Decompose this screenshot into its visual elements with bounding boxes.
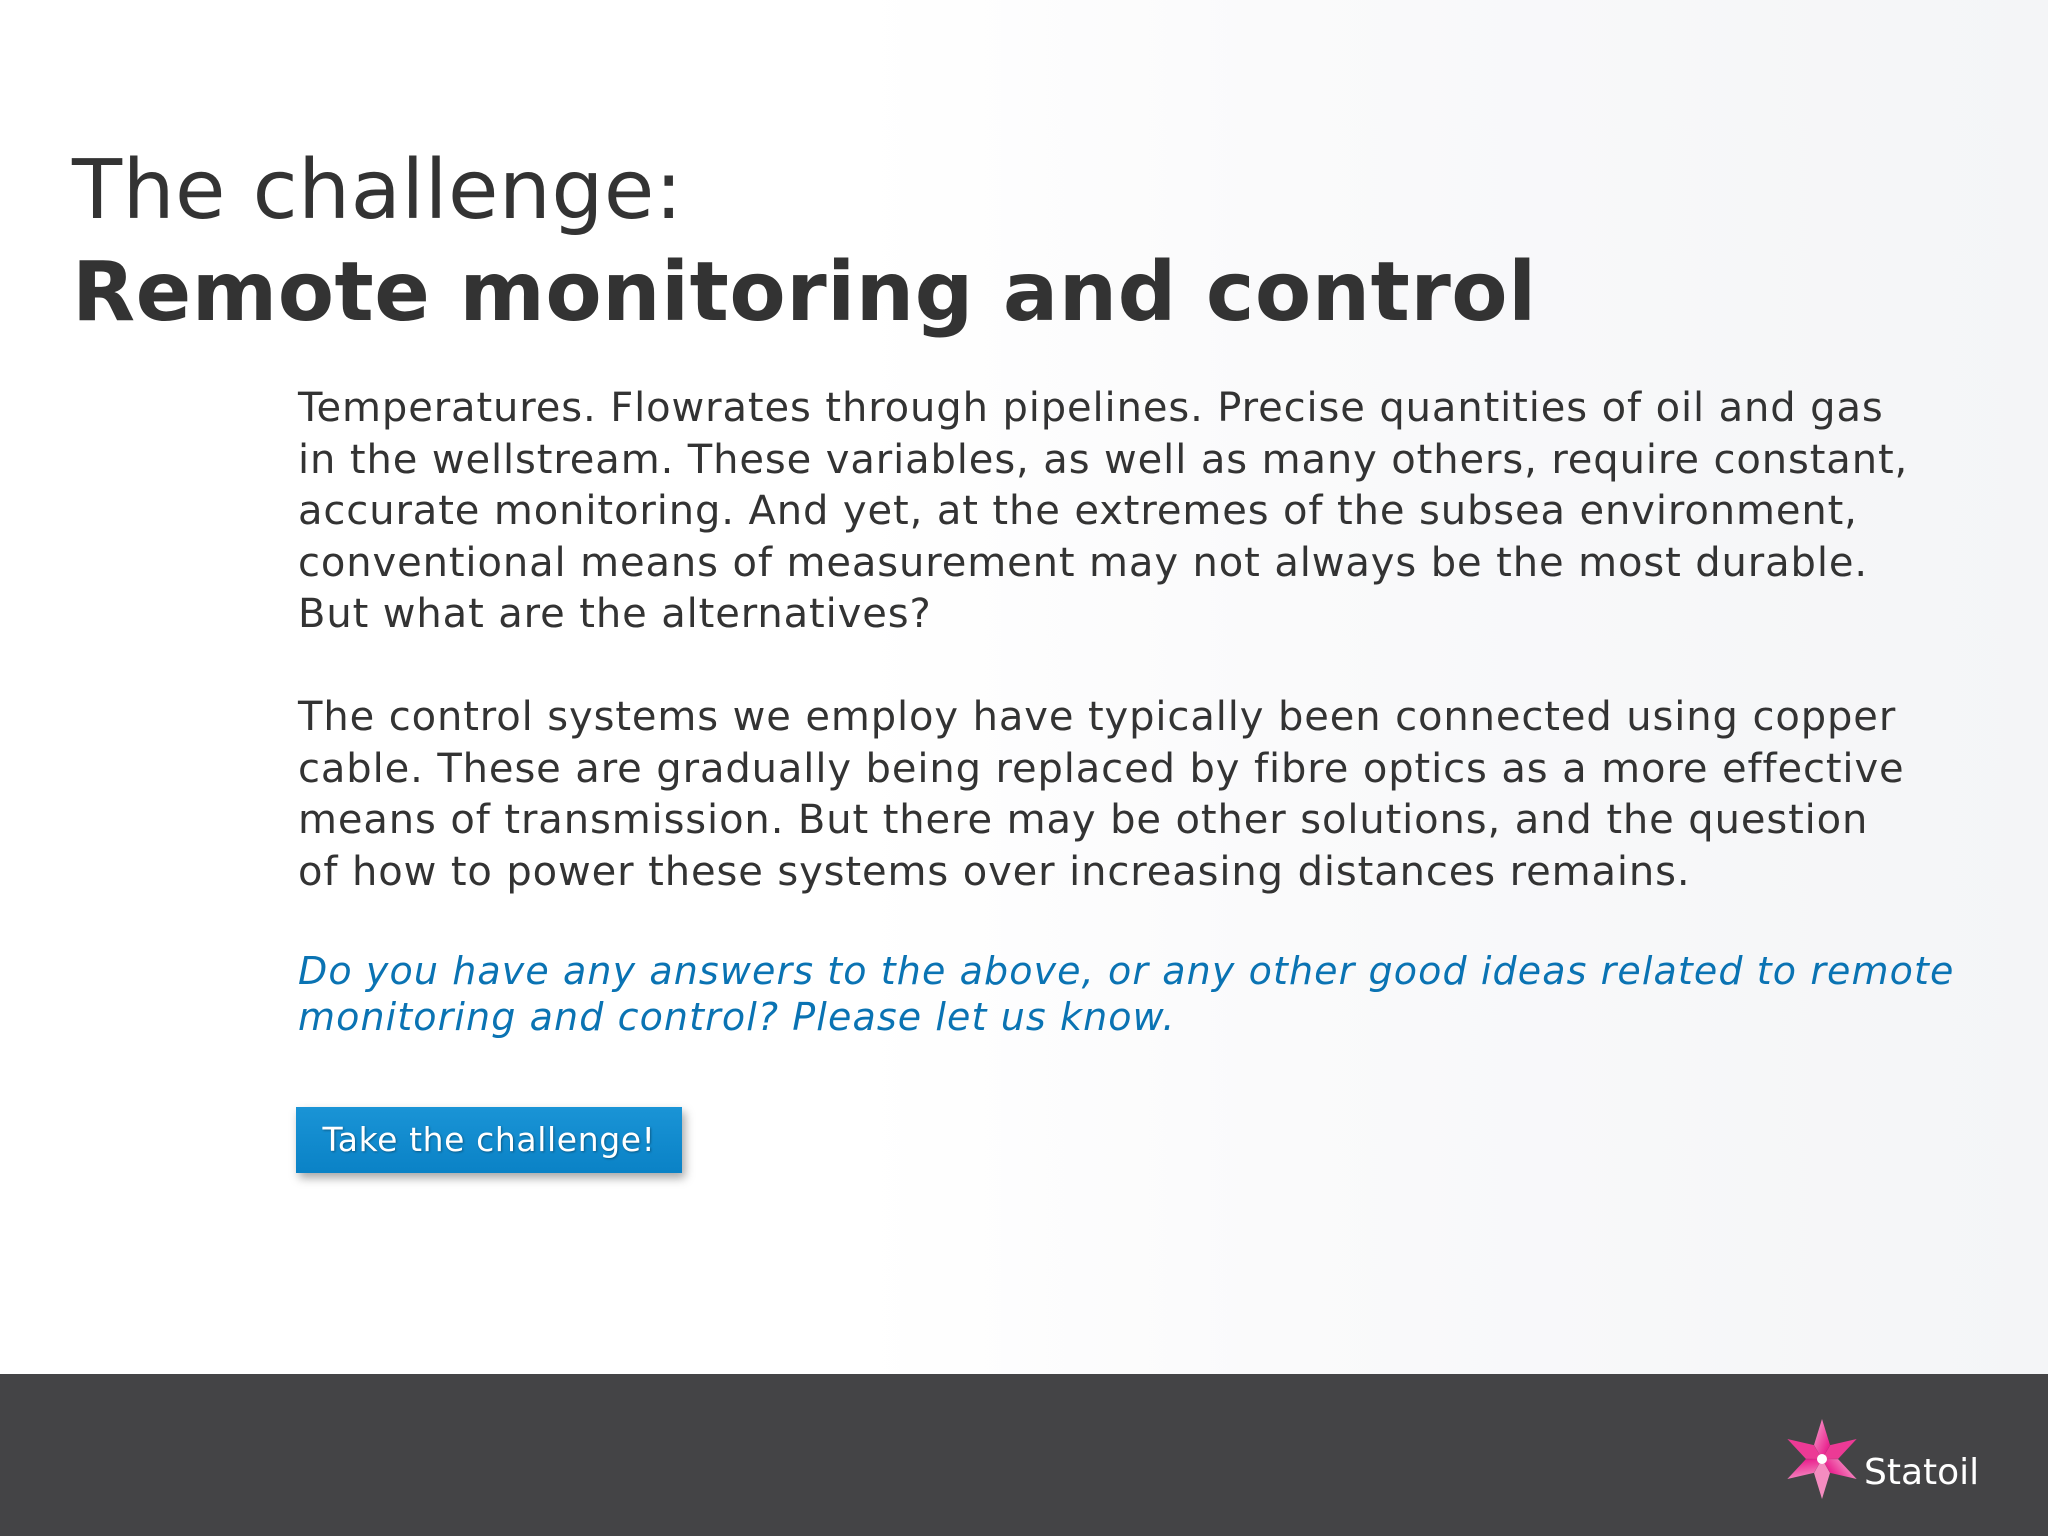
logo-wordmark: Statoil	[1864, 1452, 1980, 1493]
page-heading	[72, 140, 1972, 344]
paragraph-line: cable. These are gradually being replaced by fibre optics as a more effective	[298, 745, 1905, 792]
page-title: Remote monitoring and control	[72, 245, 1537, 340]
statoil-logo	[1778, 1409, 1978, 1505]
paragraph-line: The control systems we employ have typically been connected using copper	[298, 694, 1897, 740]
footer-bar	[0, 1374, 2048, 1536]
paragraph-line: accurate monitoring. And yet, at the extremes of the subsea environment,	[298, 488, 1858, 534]
cta-line: monitoring and control? Please let us know.	[298, 994, 1176, 1039]
page-title-prefix: The challenge:	[72, 143, 683, 238]
statoil-star-logo-icon	[1778, 1409, 1874, 1505]
take-the-challenge-button[interactable]: Take the challenge!	[296, 1107, 682, 1173]
paragraph-line: conventional means of measurement may not always be the most durable.	[298, 539, 1868, 586]
paragraph-line: in the wellstream. These variables, as well as many others, require constant,	[298, 436, 1909, 483]
paragraph-line: Temperatures. Flowrates through pipelines. Precise quantities of oil and gas	[298, 385, 1884, 431]
intro-paragraph	[298, 383, 1938, 641]
paragraph-line: of how to power these systems over increasing distances remains.	[298, 848, 1691, 895]
call-to-action-text	[298, 948, 1955, 1040]
paragraph-line: means of transmission. But there may be other solutions, and the question	[298, 797, 1869, 843]
main-content	[298, 383, 1955, 1040]
detail-paragraph	[298, 692, 1938, 898]
paragraph-line: But what are the alternatives?	[298, 591, 932, 637]
cta-line: Do you have any answers to the above, or any other good ideas related to remote	[298, 948, 1955, 993]
